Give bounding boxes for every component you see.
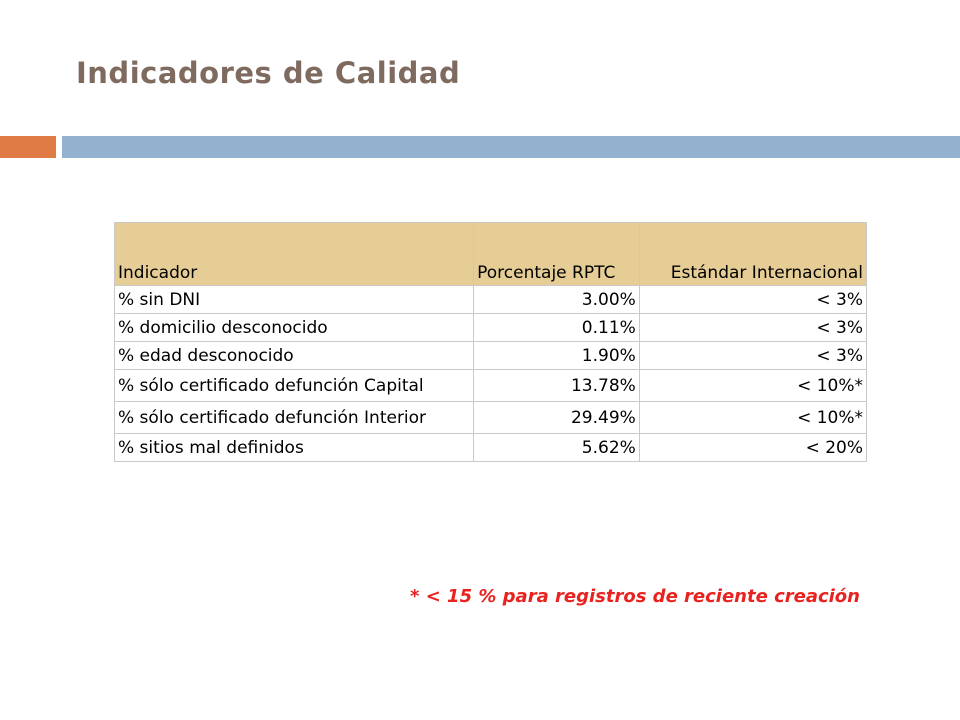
cell-estandar: < 3% [639,314,866,342]
header-estandar: Estándar Internacional [639,223,866,286]
cell-porcentaje: 3.00% [474,286,640,314]
cell-estandar: < 3% [639,286,866,314]
slide-title: Indicadores de Calidad [76,56,461,90]
table-row [115,370,867,402]
cell-porcentaje: 5.62% [474,434,640,462]
accent-bar-blue [62,136,960,158]
table-header-row [115,223,867,286]
cell-estandar: < 3% [639,342,866,370]
cell-estandar: < 10%* [639,370,866,402]
cell-porcentaje: 13.78% [474,370,640,402]
accent-bar-orange [0,136,56,158]
table-row [115,314,867,342]
table-row [115,342,867,370]
table-row [115,402,867,434]
cell-indicador: % edad desconocido [115,342,474,370]
cell-indicador: % sólo certificado defunción Capital [115,370,474,402]
cell-porcentaje: 0.11% [474,314,640,342]
cell-indicador: % sitios mal definidos [115,434,474,462]
cell-estandar: < 10%* [639,402,866,434]
table-row [115,286,867,314]
cell-porcentaje: 29.49% [474,402,640,434]
footnote: * < 15 % para registros de reciente creación [410,586,860,607]
header-porcentaje: Porcentaje RPTC [474,223,640,286]
cell-indicador: % sólo certificado defunción Interior [115,402,474,434]
cell-indicador: % domicilio desconocido [115,314,474,342]
cell-estandar: < 20% [639,434,866,462]
table-row [115,434,867,462]
header-indicador: Indicador [115,223,474,286]
cell-porcentaje: 1.90% [474,342,640,370]
cell-indicador: % sin DNI [115,286,474,314]
indicators-table [114,222,867,462]
